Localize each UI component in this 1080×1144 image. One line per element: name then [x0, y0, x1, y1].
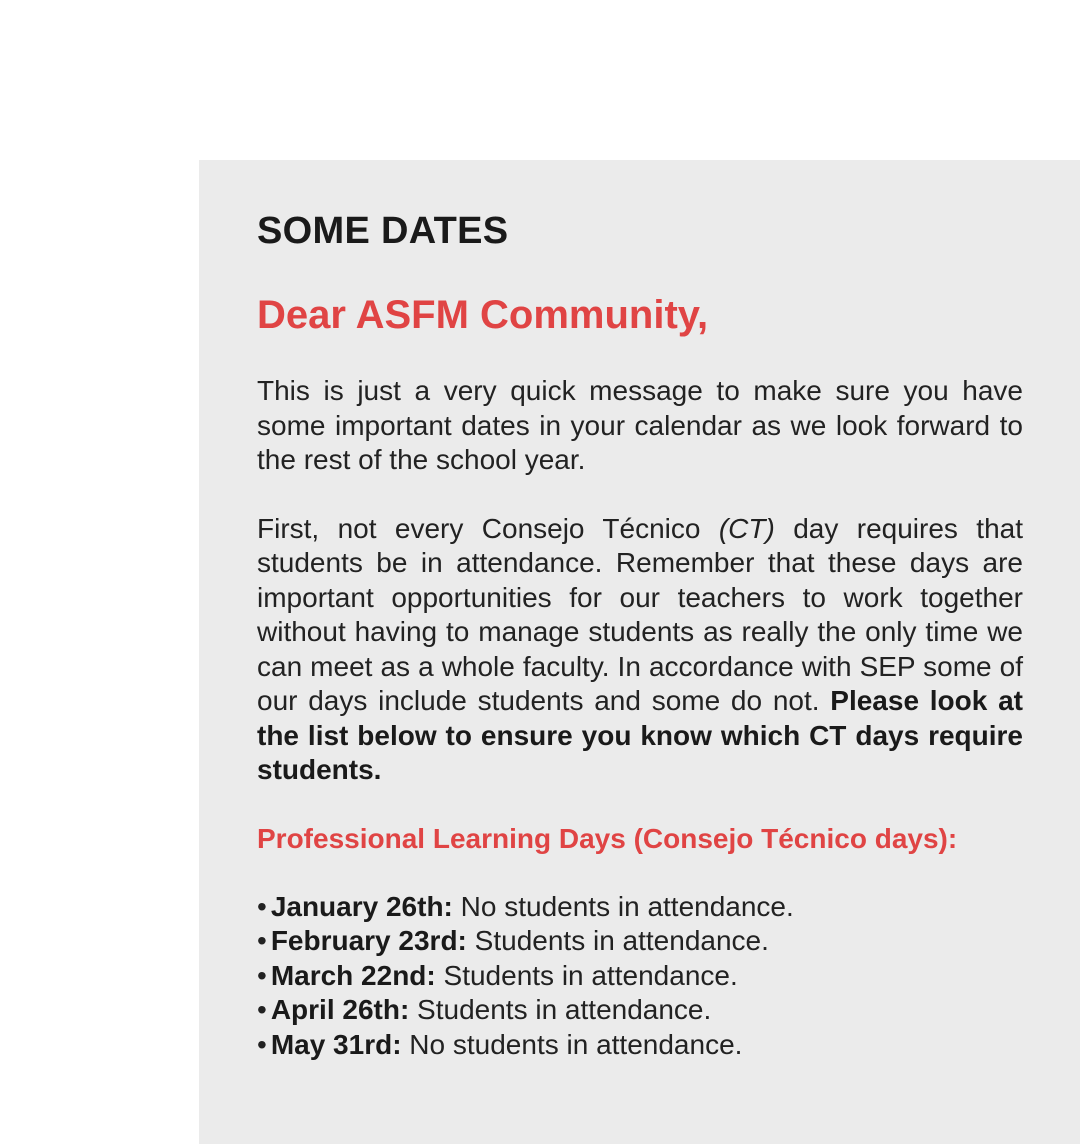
list-item — [257, 959, 1023, 994]
ct-paragraph-emphasis: Please look at the list below to ensure you know which CT days require students. — [257, 685, 1023, 785]
intro-paragraph: This is just a very quick message to make sure you have some important dates in your calendar as we look forward to the rest of the school year. — [257, 375, 1023, 475]
bullet-icon: • — [257, 890, 267, 922]
date-status: Students in attendance. — [435, 959, 738, 991]
ct-abbreviation: (CT) — [718, 512, 775, 544]
list-item — [257, 924, 1023, 959]
bullet-icon: • — [257, 994, 267, 1025]
ct-paragraph — [257, 512, 1023, 788]
date-status: Students in attendance. — [409, 994, 712, 1025]
date-label: March 22nd: — [270, 959, 436, 991]
date-label: January 26th: — [270, 890, 453, 922]
dates-list — [257, 890, 1023, 1063]
section-title: SOME DATES — [257, 210, 509, 252]
dates-subheading: Professional Learning Days (Consejo Técnico days): — [257, 822, 958, 854]
date-status: No students in attendance. — [401, 1028, 743, 1060]
greeting: Dear ASFM Community, — [257, 293, 709, 337]
date-label: February 23rd: — [270, 925, 467, 956]
date-label: April 26th: — [270, 994, 410, 1025]
ct-paragraph-part2: day requires that students be in attendance. Remember that these days are important opportunities for our teachers to work together without having to manage students as really the only time we can meet as a whole faculty. In accordance with SEP some of our days include students and some do not. — [257, 512, 1023, 716]
date-status: No students in attendance. — [452, 890, 794, 922]
newsletter-content — [257, 208, 1023, 1062]
list-item — [257, 890, 1023, 925]
list-item — [257, 993, 1023, 1028]
date-status: Students in attendance. — [466, 925, 769, 956]
date-label: May 31rd: — [270, 1028, 402, 1060]
content-panel — [199, 160, 1080, 1144]
bullet-icon: • — [257, 1028, 267, 1060]
list-item — [257, 1028, 1023, 1063]
bullet-icon: • — [257, 959, 267, 991]
bullet-icon: • — [257, 925, 267, 956]
ct-paragraph-part1: First, not every Consejo Técnico — [257, 512, 719, 544]
